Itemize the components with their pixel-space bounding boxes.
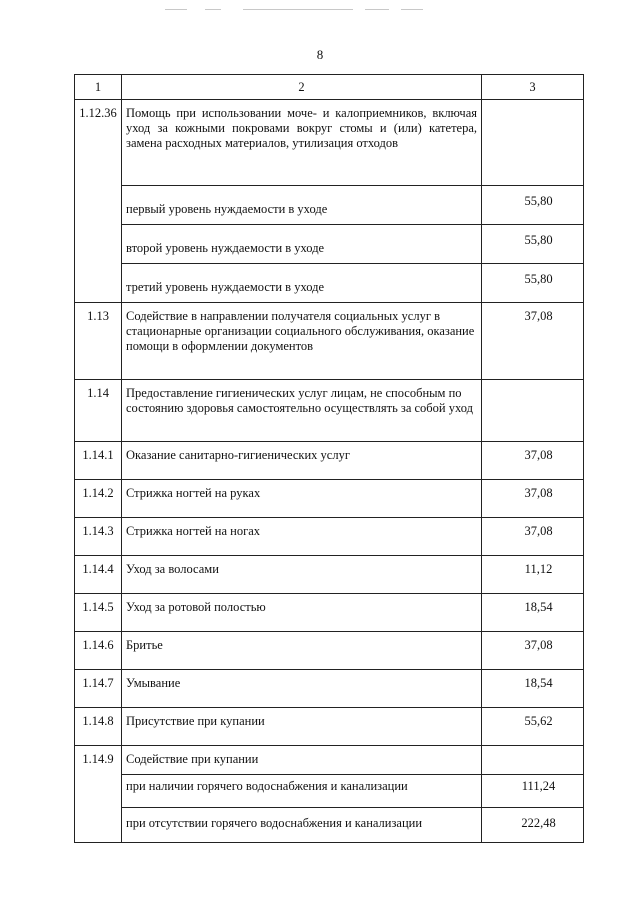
service-description: Уход за ротовой полостью xyxy=(122,594,482,632)
service-description: Помощь при использовании моче- и калоприемников, включая уход за кожными покровами вокруг стомы и (или) катетера, замена расходных материалов, утилизация отходов xyxy=(122,100,482,186)
service-price xyxy=(482,746,584,775)
service-description: Умывание xyxy=(122,670,482,708)
service-price xyxy=(482,100,584,186)
table-row xyxy=(75,380,584,442)
table-row xyxy=(75,518,584,556)
service-description: Бритье xyxy=(122,632,482,670)
table-row xyxy=(75,594,584,632)
service-code: 1.14.2 xyxy=(75,480,122,518)
service-description: третий уровень нуждаемости в уходе xyxy=(122,264,482,303)
service-price: 55,80 xyxy=(482,225,584,264)
header-col-3: 3 xyxy=(482,75,584,100)
service-price: 11,12 xyxy=(482,556,584,594)
service-code: 1.14.8 xyxy=(75,708,122,746)
service-code: 1.14.1 xyxy=(75,442,122,480)
service-price: 55,80 xyxy=(482,186,584,225)
table-row xyxy=(75,264,584,303)
service-price: 222,48 xyxy=(482,808,584,843)
tariff-table xyxy=(74,74,584,843)
table-row xyxy=(75,746,584,775)
table-header-row xyxy=(75,75,584,100)
service-price: 55,80 xyxy=(482,264,584,303)
service-price: 37,08 xyxy=(482,632,584,670)
service-price: 111,24 xyxy=(482,775,584,808)
table-row xyxy=(75,670,584,708)
table-row xyxy=(75,775,584,808)
service-price: 18,54 xyxy=(482,594,584,632)
service-code: 1.14.3 xyxy=(75,518,122,556)
table-row xyxy=(75,480,584,518)
service-price: 55,62 xyxy=(482,708,584,746)
service-price: 37,08 xyxy=(482,480,584,518)
service-price: 37,08 xyxy=(482,303,584,380)
service-code: 1.14.7 xyxy=(75,670,122,708)
service-description: при наличии горячего водоснабжения и канализации xyxy=(122,775,482,808)
service-code: 1.14.9 xyxy=(75,746,122,843)
table-row xyxy=(75,708,584,746)
service-price: 37,08 xyxy=(482,442,584,480)
table-row xyxy=(75,442,584,480)
service-description: второй уровень нуждаемости в уходе xyxy=(122,225,482,264)
service-description: первый уровень нуждаемости в уходе xyxy=(122,186,482,225)
table-row xyxy=(75,186,584,225)
service-price xyxy=(482,380,584,442)
service-code: 1.13 xyxy=(75,303,122,380)
table-row xyxy=(75,556,584,594)
service-description: Стрижка ногтей на руках xyxy=(122,480,482,518)
service-description: Стрижка ногтей на ногах xyxy=(122,518,482,556)
service-code: 1.14.6 xyxy=(75,632,122,670)
table-row xyxy=(75,808,584,843)
header-col-1: 1 xyxy=(75,75,122,100)
service-description: Содействие в направлении получателя социальных услуг в стационарные организации социального обслуживания, оказание помощи в оформлении документов xyxy=(122,303,482,380)
service-description: Оказание санитарно-гигиенических услуг xyxy=(122,442,482,480)
service-price: 37,08 xyxy=(482,518,584,556)
service-description: Уход за волосами xyxy=(122,556,482,594)
service-code: 1.14 xyxy=(75,380,122,442)
service-code: 1.14.4 xyxy=(75,556,122,594)
service-code: 1.12.36 xyxy=(75,100,122,303)
page-number: 8 xyxy=(316,47,324,62)
service-price: 18,54 xyxy=(482,670,584,708)
header-col-2: 2 xyxy=(122,75,482,100)
scan-artifact-lines xyxy=(165,9,425,11)
service-description: при отсутствии горячего водоснабжения и канализации xyxy=(122,808,482,843)
service-description: Содействие при купании xyxy=(122,746,482,775)
table-row xyxy=(75,225,584,264)
table-row xyxy=(75,632,584,670)
table-row xyxy=(75,100,584,186)
table-row xyxy=(75,303,584,380)
service-code: 1.14.5 xyxy=(75,594,122,632)
service-description: Предоставление гигиенических услуг лицам, не способным по состоянию здоровья самостоятельно осуществлять за собой уход xyxy=(122,380,482,442)
service-description: Присутствие при купании xyxy=(122,708,482,746)
